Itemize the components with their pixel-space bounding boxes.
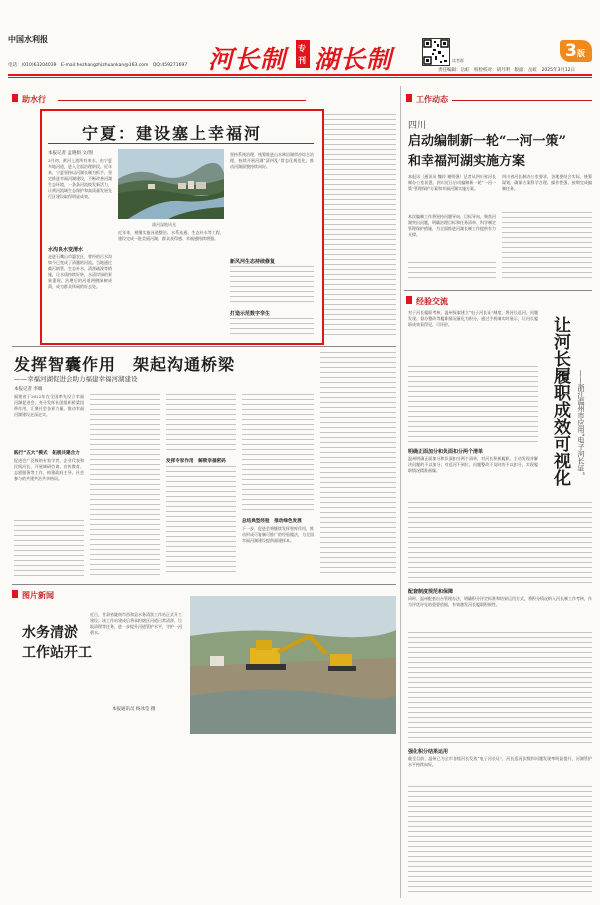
fujian-byline: 本报记者 李晴 <box>14 387 43 392</box>
fujian-subhead-2: 发挥专家作用 解锁幸福密码 <box>166 459 226 464</box>
masthead-rule <box>8 74 592 76</box>
sichuan-byline: 本报讯（通讯员 魏玲 谢明强）记者从四川省河长制办公室获悉，四川近日启动编制新一轮“一河一策”管理保护方案和幸福河湖实施方案。 <box>408 174 496 191</box>
ningxia-title-rule <box>48 143 314 144</box>
fujian-body-col4-lines <box>242 394 314 514</box>
picnews-title-1: 水务清淤 <box>22 625 78 641</box>
ningxia-body-col3: 坚持系统治理，统筹推进山水林田湖草沙综合治理，持续开展河湖“清四乱”常态化规范化，推动河湖面貌持续向好。 <box>230 152 314 169</box>
fujian-body-col5-lines <box>320 352 396 576</box>
ningxia-byline: 本报记者 孟晓娟 文/图 <box>48 151 93 156</box>
picnews-photo <box>190 596 396 734</box>
page-credits: 责任编辑：岳虹 校检校对：胡月明 版面：岳虹 2025年3月12日 <box>438 68 576 73</box>
sichuan-title-1: 启动编制新一轮“一河一策” <box>408 134 566 149</box>
wenzhou-subhead-1: 明确正面加分和负面扣分两个清单 <box>408 449 484 455</box>
ningxia-subhead-2: 新风河生态持续修复 <box>230 259 276 265</box>
wenzhou-body-2-lines <box>408 502 592 584</box>
fujian-body-col1: 福建省于2022年在全国率先设立幸福河湖促进会，充分发挥社团组织桥梁纽带作用，汇聚社会各界力量，推动幸福河湖建设走深走实。 <box>14 394 84 417</box>
paper-name: 中国水利报 <box>8 35 48 44</box>
wenzhou-body-1: 对于河长履职考核，温州探索建立“电子河长证”制度，将河长巡河、问题发现、督办整改等履职情况量化为积分，通过手机端实时展示，让河长履职成效看得见、可评价。 <box>408 310 538 327</box>
picnews-title-2: 工作站开工 <box>22 645 92 661</box>
contact-line: 电话：(010)63204039 E-mail:hezhangzhizhuankan@163.com QQ:459271697 <box>8 63 188 68</box>
fujian-body-col3-lines <box>166 394 236 454</box>
wenzhou-body-2: 温州明确正面加分和负面扣分两个清单，对河长积极履职、主动发现并解决问题的予以加分；对巡河不到位、问题整改不及时的予以扣分，实现履职情况精准画像。 <box>408 456 538 473</box>
banner-mid-2: 刊 <box>298 56 306 65</box>
fujian-subhead-3: 总结典型经验 推动绿色发展 <box>242 519 302 524</box>
right-top-section-tag: 工作动态 <box>416 95 448 104</box>
wenzhou-subhead-3: 强化积分结果运用 <box>408 749 449 755</box>
ningxia-photo-caption: 渝河湿地风光 <box>152 222 176 227</box>
wenzhou-body-3-lines <box>408 632 592 744</box>
sichuan-body-1: 本次编制工作将坚持问题导向、目标导向，聚焦河湖突出问题，明确治理目标和任务清单，科学制定管理保护措施，为全面推进河湖长制工作提供有力支撑。 <box>408 214 496 237</box>
banner-mid-1: 专 <box>298 44 306 53</box>
sichuan-body-col1-lines <box>408 262 496 282</box>
right-bottom-section-tag: 经验交流 <box>416 297 448 306</box>
fujian-body-col1b: 促进会广泛吸纳专家学者、企业代表和民间河长，开展调研咨询、宣传教育、志愿服务等工作，构建政府主导、社会参与的共建共治共享格局。 <box>14 458 84 481</box>
sichuan-title-2: 和幸福河湖实施方案 <box>408 154 526 169</box>
fujian-body-col1-lines <box>14 520 84 576</box>
left-top-section-marker <box>12 94 18 102</box>
page-number: 3 <box>565 41 577 61</box>
ningxia-subhead-3: 打造示范数字孪生 <box>230 311 271 317</box>
page-number-suffix: 版 <box>577 49 585 58</box>
masthead-rule-thin <box>8 77 592 78</box>
ningxia-photo <box>118 149 224 219</box>
center-column-divider <box>400 86 401 898</box>
left-bottom-divider <box>12 584 396 585</box>
masthead-banner <box>208 40 418 74</box>
right-bottom-marker <box>406 296 412 304</box>
ningxia-body-col3-lines <box>230 266 314 306</box>
fujian-body-col4b: 下一步，促进会将继续发挥智库作用，推动形成可复制可推广的经验做法，为全国幸福河湖建设提供福建样本。 <box>242 526 314 543</box>
qr-pattern-icon <box>423 39 449 65</box>
river-landscape-image <box>118 149 224 219</box>
ningxia-body-col1: 3月初，黄河上游所有来水，由宁夏多地河道，进入全面治理阶段。近年来，宁夏坚持以河湖长制为抓手，坚定推进幸福河湖建设，不断改善河湖生态环境，一条条河流焕发新活力，让黄河流域生态保护和高质量发展先行区建设取得明显成效。 <box>48 158 112 199</box>
ningxia-body-col2: 近年来，相继实施河道整治、水系连通、生态补水等工程，建设完成一批美丽河湖，群众获得感、幸福感持续增强。 <box>118 230 224 241</box>
picnews-marker <box>12 590 18 598</box>
wenzhou-subheadline-vertical: ——浙江温州市应用“电子河长证” <box>577 370 585 476</box>
qr-caption: 读者群 <box>452 58 464 63</box>
wenzhou-subhead-2: 配套制度规范和保障 <box>408 589 454 595</box>
left-mid-divider <box>12 346 396 347</box>
ningxia-continuation-text <box>324 114 396 338</box>
wenzhou-body-3: 同时，温州配套出台管理办法，明确积分评定标准和结果运用方式，将积分情况纳入河长制工作考核，作为评优评先的重要依据，有效激发河长履职积极性。 <box>408 596 592 607</box>
left-top-section-rule <box>58 100 306 101</box>
wenzhou-body-4: 截至目前，温州已为全市各级河长发放“电子河长证”，河长巡河次数和问题发现率明显提升，河湖管护水平持续向好。 <box>408 756 592 767</box>
sichuan-kicker: 四川 <box>408 121 427 131</box>
right-top-section-rule <box>452 100 592 101</box>
right-bottom-divider <box>404 290 592 291</box>
left-top-section-tag: 助水行 <box>22 95 46 104</box>
sichuan-body-col2-lines <box>502 212 592 282</box>
picnews-section-tag: 图片新闻 <box>22 591 54 600</box>
banner-right-title: 湖长制 <box>314 45 393 74</box>
fujian-title: 发挥智囊作用 架起沟通桥梁 <box>14 355 236 374</box>
picnews-body: 近日，甘肃省陇南市西和县水务清淤工作站正式开工建设。该工作站建成后将承担辖区河道日常清淤、垃圾清理等任务，进一步提升河道管护水平，守护一河碧水。 <box>90 612 182 635</box>
wenzhou-body-1-lines <box>408 366 538 444</box>
right-top-marker <box>406 94 412 102</box>
fujian-subhead-1: 践行“五大”模式 拓展共建合力 <box>14 451 80 456</box>
fujian-subtitle: ——幸福河湖促进会助力福建幸福河湖建设 <box>14 375 138 383</box>
ningxia-body-col3-lines-b <box>230 318 314 336</box>
ningxia-title: 宁夏：建设塞上幸福河 <box>82 124 263 143</box>
qr-code <box>422 38 450 66</box>
picnews-credit: 本报通讯员 杨冰莹 摄 <box>112 707 156 712</box>
ningxia-subhead-1: 水沟良水变清水 <box>48 247 84 253</box>
wenzhou-body-4-lines <box>408 786 592 896</box>
ningxia-body-col1b: 走进石嘴山市惠农区，曾经的污水沟如今已变成了清澈的河流。当地通过截污纳管、生态补水、清淤疏浚等措施，让水质持续好转，水清岸绿的景象重现。治理后的河道两侧绿树成荫，成为群众休闲的好去处。 <box>48 254 112 289</box>
banner-left-title: 河长制 <box>208 45 287 74</box>
page-badge <box>560 40 592 62</box>
fujian-body-col2-lines <box>90 394 160 576</box>
fujian-body-col3-lines-b <box>166 466 236 576</box>
sichuan-body-2: 四川省河长制办公室要求，各地要结合实际，统筹谋划，确保方案科学合理、操作性强，按期完成编制任务。 <box>502 174 592 191</box>
wenzhou-headline-vertical: 让河长履职成效可视化 <box>550 316 570 486</box>
excavator-construction-image <box>190 596 396 734</box>
